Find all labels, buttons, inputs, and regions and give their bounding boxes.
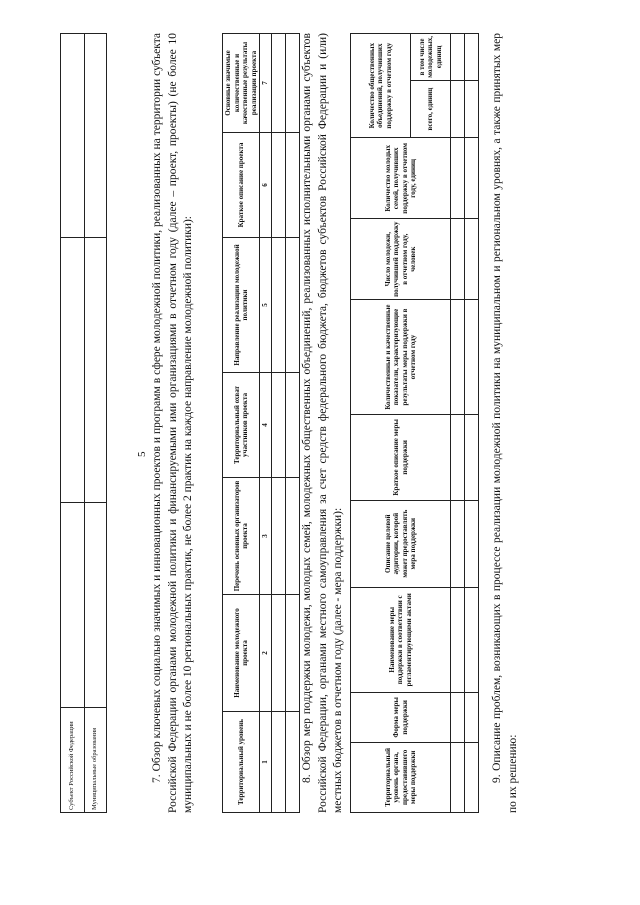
table-header-row xyxy=(223,34,260,813)
section-8-paragraph xyxy=(300,33,347,813)
section-9-number: 9. xyxy=(491,774,503,783)
table-row xyxy=(465,34,479,813)
table-row xyxy=(61,34,85,813)
col-indicators: Количественные и качественные показатели, характеризующие результаты меры поддержки в отчетном году xyxy=(351,300,451,415)
section-7-number: 7. xyxy=(151,774,163,783)
col-direction: Направление реализации молодежной политики xyxy=(223,238,260,373)
col-description: Краткое описание проекта xyxy=(223,133,260,238)
col-territorial-level: Территориальный уровень xyxy=(223,712,260,813)
col-support-form: Форма меры поддержки xyxy=(351,692,451,742)
col-authority-level: Территориальный уровень органа, предоставившего меры поддержки xyxy=(351,742,451,812)
subject-cell: Субъект Российской Федерации xyxy=(61,708,85,813)
col-associations-count: Количество общественных объединений, получивших поддержку в отчетном году xyxy=(351,34,411,138)
projects-table xyxy=(222,33,300,813)
col-youth-count: Число молодежи, получившей поддержку в отчетном году, человек xyxy=(351,219,451,300)
support-measures-table xyxy=(350,33,479,813)
table-row xyxy=(451,34,465,813)
section-7-text: Обзор ключевых социально значимых и инновационных проектов и программ в сфере молодежной политики, реализованных на территории субъекта Российской Федерации органами молодежной политики и финансируемыми ими организациями в отчетном году (далее – проект, проекты) (не более 10 муниципальных и не более 10 региональных практик, не более 2 практик на каждое направление молодежной политики): xyxy=(151,33,194,813)
col-coverage: Территориальный охват участников проекта xyxy=(223,373,260,478)
top-table xyxy=(60,33,107,813)
col-results: Основные значимые количественные и качественные результаты реализации проекта xyxy=(223,34,260,133)
municipal-cell: Муниципальные образования xyxy=(85,708,107,813)
page-number: 5 xyxy=(136,451,148,457)
section-8-number: 8. xyxy=(301,774,313,783)
col-associations-total: всего, единиц xyxy=(411,80,451,138)
col-project-name: Наименование молодежного проекта xyxy=(223,595,260,712)
col-measure-description: Краткое описание меры поддержки xyxy=(351,415,451,501)
col-target-audience: Описание целевой аудитории, которой может предоставлять мера поддержки xyxy=(351,500,451,587)
col-number: 6 xyxy=(260,133,272,238)
col-number: 2 xyxy=(260,595,272,712)
table-row xyxy=(271,34,285,813)
section-9-paragraph xyxy=(490,33,521,813)
table-number-row xyxy=(260,34,272,813)
table-row xyxy=(85,34,107,813)
col-number: 1 xyxy=(260,712,272,813)
table-header-row xyxy=(351,34,411,813)
col-organizers: Перечень основных организаторов проекта xyxy=(223,478,260,595)
col-number: 4 xyxy=(260,373,272,478)
table-row xyxy=(285,34,299,813)
col-number: 5 xyxy=(260,238,272,373)
section-9-text: Описание проблем, возникающих в процессе реализации молодежной политики на муниципальном и региональном уровнях, а также принятых мер по их решению: xyxy=(491,33,519,813)
col-number: 3 xyxy=(260,478,272,595)
col-associations-youth: в том числе молодежных, единиц xyxy=(411,34,451,81)
col-measure-name: Наименование меры поддержки в соответствии с регламентирующими актами xyxy=(351,587,451,692)
col-families-count: Количество молодых семей, получивших поддержку в отчетном году, единиц xyxy=(351,138,451,219)
section-8-text: Обзор мер поддержки молодежи, молодых семей, молодежных общественных объединений, реализованных исполнительными органами субъектов Российской Федерации, органами местного самоуправления за счет средств федерального бюджета, бюджетов субъектов Российской Федерации и (или) местных бюджетов в отчетном году (далее - мера поддержки): xyxy=(301,33,344,813)
section-7-paragraph xyxy=(150,33,197,813)
col-number: 7 xyxy=(260,34,272,133)
